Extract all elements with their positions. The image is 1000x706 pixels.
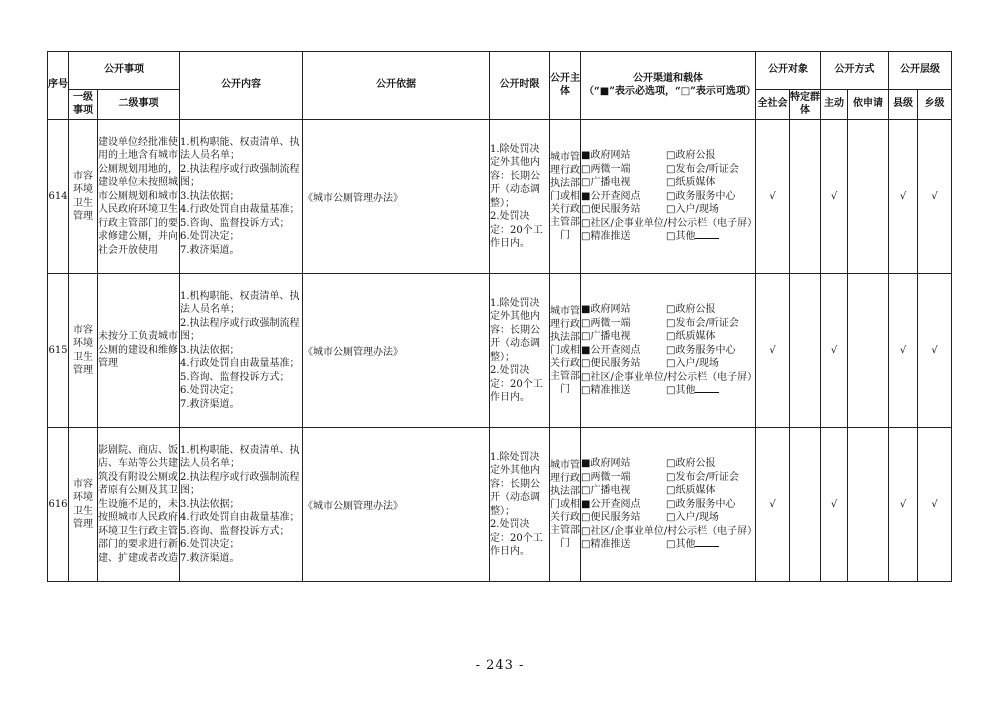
- content-item: 6.处罚决定；: [180, 385, 240, 397]
- channel-label: □其他: [666, 539, 696, 551]
- content-item: 4.行政处罚自由裁量基准；: [180, 358, 300, 370]
- channel-label: □纸质媒体: [666, 177, 716, 189]
- channel-label: □社区/企事业单位/村公示栏（电子屏）: [581, 217, 758, 229]
- target-all-check: √: [756, 274, 790, 428]
- channel-item: [581, 371, 758, 385]
- channel-label: ■公开查阅点: [581, 190, 641, 202]
- channel-label: □广播电视: [581, 177, 631, 189]
- page-number: - 243 -: [475, 658, 525, 673]
- content-item: 2.执法程序或行政强制流程图；: [180, 471, 300, 497]
- channel-label: □纸质媒体: [666, 485, 716, 497]
- channel-item: [581, 303, 666, 317]
- channel-item: [666, 344, 755, 358]
- method-active-check: √: [821, 274, 848, 428]
- header-channels-note: （“■”表示必选项，“□”表示可选项）: [584, 85, 756, 97]
- channel-item: [581, 317, 666, 331]
- channel-label: □精准推送: [581, 231, 631, 243]
- header-matter: 公开事项: [69, 52, 180, 90]
- method-active-check: √: [821, 120, 848, 274]
- header-seq: 序号: [48, 52, 69, 120]
- content-item: 1.机构职能、权责清单、执法人员名单；: [180, 136, 300, 162]
- header-channels: [581, 52, 756, 120]
- channel-label: □广播电视: [581, 485, 631, 497]
- channel-item: [666, 538, 755, 552]
- channel-label: □精准推送: [581, 539, 631, 551]
- disclosure-table: [47, 51, 952, 582]
- content-item: 1.机构职能、权责清单、执法人员名单；: [180, 290, 300, 316]
- disclosure-basis: 《城市公厕管理办法》: [303, 428, 490, 582]
- channel-item: [666, 457, 755, 471]
- channel-item: [666, 498, 755, 512]
- header-method: 公开方式: [821, 52, 889, 90]
- level-township-check: √: [918, 428, 952, 582]
- channel-item: [581, 538, 666, 552]
- channel-item: [581, 511, 666, 525]
- channel-label: □两微一端: [581, 471, 631, 483]
- channel-item: [581, 357, 666, 371]
- blank-underline: [695, 384, 719, 393]
- method-request-check: [848, 274, 889, 428]
- channel-label: □纸质媒体: [666, 331, 716, 343]
- row-number: 616: [48, 428, 69, 582]
- content-item: 7.救济渠道。: [180, 244, 240, 256]
- header-level-township: 乡级: [918, 90, 952, 120]
- channel-label: □发布会/听证会: [666, 317, 739, 329]
- disclosure-time: [490, 120, 550, 274]
- channel-label: □两微一端: [581, 317, 631, 329]
- content-item: 1.机构职能、权责清单、执法人员名单；: [180, 444, 300, 470]
- header-basis: 公开依据: [303, 52, 490, 120]
- level-township-check: √: [918, 120, 952, 274]
- channel-label: □其他: [666, 385, 696, 397]
- channel-label: ■政府网站: [581, 304, 631, 316]
- header-level1: 一级事项: [69, 90, 98, 120]
- blank-underline: [695, 538, 719, 547]
- level1-matter: 市容环境卫生管理: [69, 428, 98, 582]
- level1-matter: 市容环境卫生管理: [69, 120, 98, 274]
- channel-list: [581, 457, 758, 552]
- content-item: 2.执法程序或行政强制流程图；: [180, 163, 300, 189]
- channel-item: [666, 357, 755, 371]
- content-item: 6.处罚决定；: [180, 539, 240, 551]
- channel-item: [581, 217, 758, 231]
- content-item: 3.执法依据；: [180, 344, 240, 356]
- channel-label: □政务服务中心: [666, 344, 736, 356]
- disclosure-time: [490, 274, 550, 428]
- channel-label: □入户/现场: [666, 358, 719, 370]
- channel-label: □精准推送: [581, 385, 631, 397]
- channel-item: [581, 149, 666, 163]
- channel-label: □其他: [666, 231, 696, 243]
- method-request-check: [848, 120, 889, 274]
- target-all-check: √: [756, 428, 790, 582]
- channel-item: [666, 330, 755, 344]
- disclosure-content: [180, 120, 303, 274]
- method-active-check: √: [821, 428, 848, 582]
- header-time: 公开时限: [490, 52, 550, 120]
- channel-item: [581, 344, 666, 358]
- disclosure-subject: 城市管理行政执法部门或相关行政主管部门: [550, 274, 581, 428]
- channel-label: □便民服务站: [581, 204, 641, 216]
- header-target: 公开对象: [756, 52, 821, 90]
- content-item: 4.行政处罚自由裁量基准；: [180, 512, 300, 524]
- channel-item: [666, 317, 755, 331]
- level2-matter: 建设单位经批准使用的土地含有城市公厕规划用地的，建设单位未按照城市公厕规划和城市人民政府环境卫生行政主管部门的要求修建公厕，并向社会开放使用: [98, 120, 180, 274]
- header-subject: 公开主体: [550, 52, 581, 120]
- disclosure-channels: [581, 428, 756, 582]
- level2-matter: 影剧院、商店、饭店、车站等公共建筑没有附设公厕或者原有公厕及其卫生设施不足的，未按照城市人民政府环境卫生行政主管部门的要求进行新建、扩建或者改造: [98, 428, 180, 582]
- channel-item: [666, 203, 755, 217]
- channel-item: [581, 457, 666, 471]
- channel-item: [666, 190, 755, 204]
- channel-label: □入户/现场: [666, 512, 719, 524]
- time-item: 1.除处罚决定外其他内容：长期公开（动态调整）；: [490, 143, 540, 209]
- level-county-check: √: [889, 274, 918, 428]
- time-item: 2.处罚决定：20个工作日内。: [490, 365, 543, 403]
- time-item: 2.处罚决定：20个工作日内。: [490, 211, 543, 249]
- level2-matter: 未按分工负责城市公厕的建设和维修管理: [98, 274, 180, 428]
- channel-label: □政府公报: [666, 304, 716, 316]
- method-request-check: [848, 428, 889, 582]
- channel-label: □社区/企事业单位/村公示栏（电子屏）: [581, 525, 758, 537]
- header-content: 公开内容: [180, 52, 303, 120]
- disclosure-subject: 城市管理行政执法部门或相关行政主管部门: [550, 120, 581, 274]
- channel-item: [581, 484, 666, 498]
- channel-item: [666, 303, 755, 317]
- content-item: 3.执法依据；: [180, 498, 240, 510]
- disclosure-time: [490, 428, 550, 582]
- channel-label: □广播电视: [581, 331, 631, 343]
- channel-label: □社区/企事业单位/村公示栏（电子屏）: [581, 371, 758, 383]
- channel-label: □政府公报: [666, 458, 716, 470]
- channel-item: [581, 230, 666, 244]
- channel-item: [666, 149, 755, 163]
- content-item: 2.执法程序或行政强制流程图；: [180, 317, 300, 343]
- channel-item: [666, 230, 755, 244]
- channel-label: □政府公报: [666, 150, 716, 162]
- channel-list: [581, 303, 758, 398]
- channel-item: [666, 384, 755, 398]
- target-specific-check: [790, 274, 821, 428]
- channel-label: ■政府网站: [581, 150, 631, 162]
- channel-label: ■政府网站: [581, 458, 631, 470]
- level1-matter: 市容环境卫生管理: [69, 274, 98, 428]
- channel-item: [581, 190, 666, 204]
- channel-label: ■公开查阅点: [581, 344, 641, 356]
- header-level: 公开层级: [889, 52, 952, 90]
- table-row: [48, 120, 952, 274]
- blank-underline: [695, 230, 719, 239]
- level-county-check: √: [889, 428, 918, 582]
- channel-item: [581, 203, 666, 217]
- row-number: 614: [48, 120, 69, 274]
- header-level2: 二级事项: [98, 90, 180, 120]
- row-number: 615: [48, 274, 69, 428]
- header-level-county: 县级: [889, 90, 918, 120]
- content-item: 6.处罚决定；: [180, 231, 240, 243]
- channel-item: [666, 176, 755, 190]
- target-specific-check: [790, 428, 821, 582]
- disclosure-basis: 《城市公厕管理办法》: [303, 274, 490, 428]
- disclosure-basis: 《城市公厕管理办法》: [303, 120, 490, 274]
- channel-item: [581, 471, 666, 485]
- disclosure-channels: [581, 274, 756, 428]
- content-item: 7.救济渠道。: [180, 552, 240, 564]
- channel-label: □发布会/听证会: [666, 471, 739, 483]
- channel-item: [581, 176, 666, 190]
- target-all-check: √: [756, 120, 790, 274]
- level-county-check: √: [889, 120, 918, 274]
- channel-item: [666, 511, 755, 525]
- header-target-all: 全社会: [756, 90, 790, 120]
- channel-item: [581, 525, 758, 539]
- channel-label: □政务服务中心: [666, 190, 736, 202]
- channel-item: [666, 163, 755, 177]
- header-channels-title: 公开渠道和载体: [633, 73, 703, 84]
- level-township-check: √: [918, 274, 952, 428]
- channel-list: [581, 149, 758, 244]
- target-specific-check: [790, 120, 821, 274]
- time-item: 1.除处罚决定外其他内容：长期公开（动态调整）；: [490, 297, 540, 363]
- time-item: 2.处罚决定：20个工作日内。: [490, 519, 543, 557]
- channel-label: □政务服务中心: [666, 498, 736, 510]
- disclosure-subject: 城市管理行政执法部门或相关行政主管部门: [550, 428, 581, 582]
- disclosure-channels: [581, 120, 756, 274]
- content-item: 5.咨询、监督投诉方式；: [180, 371, 290, 383]
- channel-label: □入户/现场: [666, 204, 719, 216]
- channel-item: [581, 384, 666, 398]
- table-row: [48, 274, 952, 428]
- channel-label: □便民服务站: [581, 358, 641, 370]
- content-item: 5.咨询、监督投诉方式；: [180, 525, 290, 537]
- channel-label: □便民服务站: [581, 512, 641, 524]
- disclosure-content: [180, 274, 303, 428]
- channel-item: [581, 330, 666, 344]
- header-method-request: 依申请: [848, 90, 889, 120]
- channel-label: □发布会/听证会: [666, 163, 739, 175]
- time-item: 1.除处罚决定外其他内容：长期公开（动态调整）；: [490, 451, 540, 517]
- content-item: 3.执法依据；: [180, 190, 240, 202]
- disclosure-content: [180, 428, 303, 582]
- channel-item: [666, 471, 755, 485]
- table-row: [48, 428, 952, 582]
- channel-item: [666, 484, 755, 498]
- content-item: 5.咨询、监督投诉方式；: [180, 217, 290, 229]
- channel-item: [581, 163, 666, 177]
- header-target-specific: 特定群体: [790, 90, 821, 120]
- channel-item: [581, 498, 666, 512]
- channel-label: □两微一端: [581, 163, 631, 175]
- channel-label: ■公开查阅点: [581, 498, 641, 510]
- header-method-active: 主动: [821, 90, 848, 120]
- content-item: 7.救济渠道。: [180, 398, 240, 410]
- content-item: 4.行政处罚自由裁量基准；: [180, 204, 300, 216]
